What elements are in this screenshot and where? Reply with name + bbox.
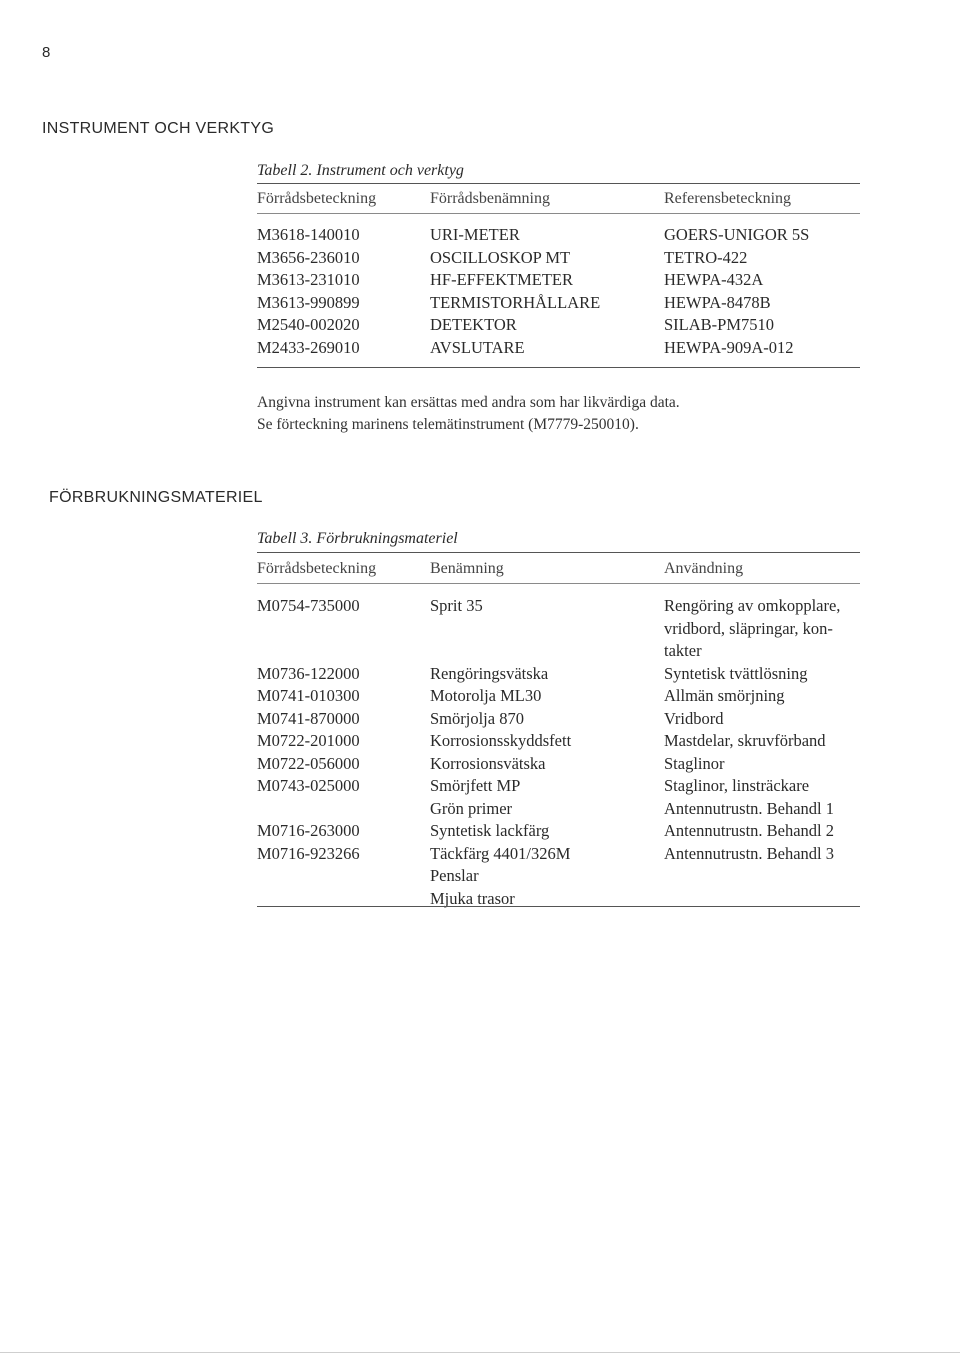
- cell-code: M0716-923266: [257, 843, 360, 863]
- table-bottom-rule: [257, 367, 860, 368]
- column-header-name: Benämning: [430, 560, 504, 577]
- table-row: [0, 844, 960, 866]
- note-line: Se förteckning marinens telemätinstrument (M7779-250010).: [257, 416, 639, 433]
- cell-reference: HEWPA-909A-012: [664, 338, 794, 357]
- table-row: [0, 799, 960, 821]
- note-line: Angivna instrument kan ersättas med andra som har likvärdiga data.: [257, 394, 680, 411]
- column-header-code: Förrådsbeteckning: [257, 560, 377, 577]
- table-row: [0, 889, 960, 911]
- cell-code: M3618-140010: [257, 225, 360, 244]
- table-row: [0, 225, 960, 247]
- cell-name: AVSLUTARE: [430, 338, 525, 357]
- table-bottom-rule: [257, 906, 860, 907]
- table-row: [0, 776, 960, 798]
- table-row: [0, 293, 960, 315]
- column-header-reference: Referensbeteckning: [664, 190, 792, 207]
- table-caption-consumables: Tabell 3. Förbrukningsmateriel: [257, 530, 458, 547]
- table-row: [0, 686, 960, 708]
- cell-code: M0736-122000: [257, 663, 360, 683]
- table-row: [0, 596, 960, 618]
- table-caption-instrument: Tabell 2. Instrument och verktyg: [257, 162, 464, 179]
- page-edge-line: [0, 1352, 960, 1353]
- cell-name: Smörjolja 870: [430, 708, 524, 728]
- cell-name: Täckfärg 4401/326M: [430, 843, 571, 863]
- cell-usage: Syntetisk tvättlösning: [664, 663, 808, 683]
- cell-name: Penslar: [430, 866, 479, 885]
- cell-name: Korrosionsvätska: [430, 753, 546, 773]
- section-heading-consumables: FÖRBRUKNINGSMATERIEL: [49, 489, 263, 506]
- cell-name: DETEKTOR: [430, 315, 517, 335]
- cell-reference: SILAB-PM7510: [664, 315, 775, 335]
- cell-usage: Allmän smörjning: [664, 686, 785, 705]
- cell-code: M0754-735000: [257, 596, 360, 615]
- cell-name: HF-EFFEKTMETER: [430, 270, 574, 290]
- table-row: [0, 641, 960, 663]
- cell-code: M0741-870000: [257, 708, 360, 728]
- cell-usage: vridbord, släpringar, kon-: [664, 618, 833, 638]
- cell-code: M0722-056000: [257, 753, 360, 773]
- cell-usage: Vridbord: [664, 708, 724, 728]
- cell-code: M0716-263000: [257, 821, 360, 840]
- cell-usage: Rengöring av omkopplare,: [664, 596, 841, 615]
- page-number: 8: [42, 44, 51, 61]
- table-row: [0, 248, 960, 270]
- table-row: [0, 315, 960, 337]
- cell-reference: GOERS-UNIGOR 5S: [664, 225, 810, 244]
- table-row: [0, 619, 960, 641]
- cell-reference: HEWPA-432A: [664, 270, 764, 290]
- cell-reference: TETRO-422: [664, 247, 748, 267]
- cell-name: Sprit 35: [430, 596, 483, 615]
- table-top-rule: [257, 552, 860, 553]
- cell-name: Korrosionsskyddsfett: [430, 731, 572, 750]
- cell-usage: Staglinor: [664, 753, 725, 773]
- cell-name: Grön primer: [430, 798, 513, 818]
- cell-name: Syntetisk lackfärg: [430, 821, 550, 840]
- cell-name: Rengöringsvätska: [430, 663, 549, 683]
- cell-name: Motorolja ML30: [430, 686, 542, 705]
- section-heading-instrument: INSTRUMENT OCH VERKTYG: [42, 120, 275, 137]
- cell-name: TERMISTORHÅLLARE: [430, 292, 601, 312]
- table-row: [0, 338, 960, 360]
- cell-name: OSCILLOSKOP MT: [430, 247, 571, 267]
- table-row: [0, 821, 960, 843]
- column-header-usage: Användning: [664, 560, 744, 577]
- cell-usage: Staglinor, linsträckare: [664, 776, 810, 795]
- table-top-rule: [257, 183, 860, 184]
- cell-code: M3613-231010: [257, 270, 360, 290]
- cell-code: M2540-002020: [257, 315, 360, 335]
- cell-code: M3613-990899: [257, 292, 360, 312]
- table-header-rule: [257, 213, 860, 214]
- cell-name: Smörjfett MP: [430, 776, 521, 795]
- column-header-code: Förrådsbeteckning: [257, 190, 377, 207]
- cell-code: M0743-025000: [257, 776, 360, 795]
- cell-code: M0722-201000: [257, 731, 360, 750]
- table-row: [0, 754, 960, 776]
- cell-reference: HEWPA-8478B: [664, 292, 771, 312]
- cell-code: M0741-010300: [257, 686, 360, 705]
- table-header-rule: [257, 583, 860, 584]
- cell-name: Mjuka trasor: [430, 888, 515, 908]
- cell-code: M3656-236010: [257, 247, 360, 267]
- cell-name: URI-METER: [430, 225, 520, 244]
- table-row: [0, 866, 960, 888]
- column-header-name: Förrådsbenämning: [430, 190, 550, 207]
- instrument-note: [257, 392, 680, 436]
- table-row: [0, 270, 960, 292]
- cell-usage: takter: [664, 641, 702, 660]
- cell-usage: Antennutrustn. Behandl 3: [664, 843, 835, 863]
- cell-code: M2433-269010: [257, 338, 360, 357]
- cell-usage: Mastdelar, skruvförband: [664, 731, 826, 750]
- table-row: [0, 731, 960, 753]
- table-row: [0, 709, 960, 731]
- cell-usage: Antennutrustn. Behandl 1: [664, 798, 835, 818]
- table-row: [0, 664, 960, 686]
- cell-usage: Antennutrustn. Behandl 2: [664, 821, 835, 840]
